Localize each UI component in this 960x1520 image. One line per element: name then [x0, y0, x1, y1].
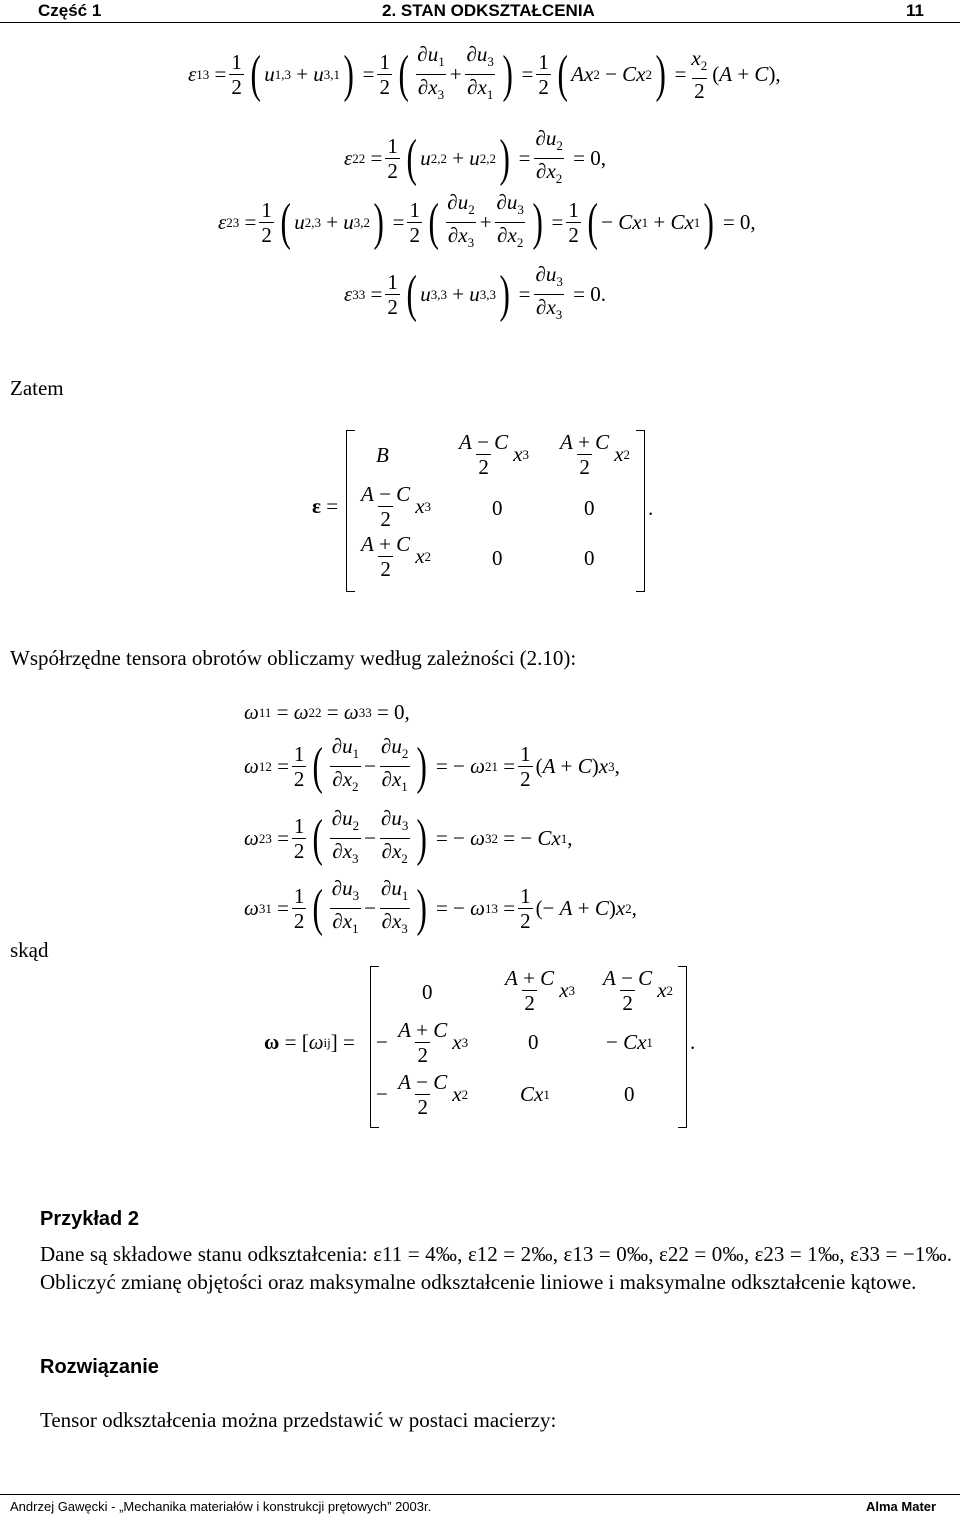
solution-title: Rozwiązanie [40, 1356, 159, 1378]
page-footer [0, 1494, 960, 1520]
solution-body: Tensor odkształcenia można przedstawić w postaci macierzy: [40, 1408, 557, 1432]
text-skad: skąd [10, 938, 49, 962]
equation-eps23: ε 23 = $\frac{1}{2}$ ( u 2,3 + u 3,2 ) = $\frac{1}{2}$ ( $\frac{\partial u_2}{\partial x_3}$ + $\frac{\partial u_3}{\partial x_2}$ ) = $\frac{1}{2}$ ( − Cx 1 + Cx 1 ) = 0, [218, 190, 756, 255]
equation-omega-diag: ω 11 = ω 22 = ω 33 = 0, [244, 700, 410, 724]
header-chapter: 2. STAN ODKSZTAŁCENIA [382, 1, 595, 20]
header-part: Część 1 [38, 1, 102, 20]
footer-citation: Andrzej Gawęcki - „Mechanika materiałów i konstrukcji prętowych” 2003r. [10, 1499, 432, 1514]
example-body: Dane są składowe stanu odkształcenia: ε11 = 4‰, ε12 = 2‰, ε13 = 0‰, ε22 = 0‰, ε23 = 1‰, ε33 = −1‰. Obliczyć zmianę objętości oraz maksymalne odkształcenie liniowe i maksymalne odkształcenie kątowe. [40, 1242, 952, 1294]
equation-eps22: ε 22 = $\frac{1}{2}$ ( u 2,2 + u 2,2 ) = $\frac{\partial u_2}{\partial x_2}$ = 0, [344, 126, 606, 191]
equation-eps13: ε 13 = $\frac{1}{2}$ ( u 1,3 + u 3,1 ) = $\frac{1}{2}$ ( $\frac{\partial u_1}{\partial x_3}$ + $\frac{\partial u_3}{\partial x_1}$ ) = $\frac{1}{2}$ ( Ax 2 − Cx 2 ) = $\frac{x_2}{2}$ ( A + C ), [188, 42, 781, 107]
header-page-number: 11 [906, 1, 924, 20]
equation-omega12: ω 12 = $\frac{1}{2}$ ( $\frac{\partial u_1}{\partial x_2}$ − $\frac{\partial u_2}{\partial x_1}$ ) = − ω 21 = $\frac{1}{2}$ ( A + C ) x 3 , [244, 734, 620, 799]
equation-omega23: ω 23 = $\frac{1}{2}$ ( $\frac{\partial u_2}{\partial x_3}$ − $\frac{\partial u_3}{\partial x_2}$ ) = − ω 32 = − Cx 1 , [244, 806, 572, 871]
equation-eps33: ε 33 = $\frac{1}{2}$ ( u 3,3 + u 3,3 ) = $\frac{\partial u_3}{\partial x_3}$ = 0. [344, 262, 606, 327]
footer-publisher: Alma Mater [866, 1499, 937, 1514]
text-rotation-intro: Współrzędne tensora obrotów obliczamy według zależności (2.10): [10, 646, 577, 670]
page-header [0, 0, 960, 23]
equation-omega31: ω 31 = $\frac{1}{2}$ ( $\frac{\partial u_3}{\partial x_1}$ − $\frac{\partial u_1}{\partial x_3}$ ) = − ω 13 = $\frac{1}{2}$ (− A + C ) x 2 , [244, 876, 637, 941]
text-zatem: Zatem [10, 376, 64, 400]
example-title: Przykład 2 [40, 1208, 139, 1230]
